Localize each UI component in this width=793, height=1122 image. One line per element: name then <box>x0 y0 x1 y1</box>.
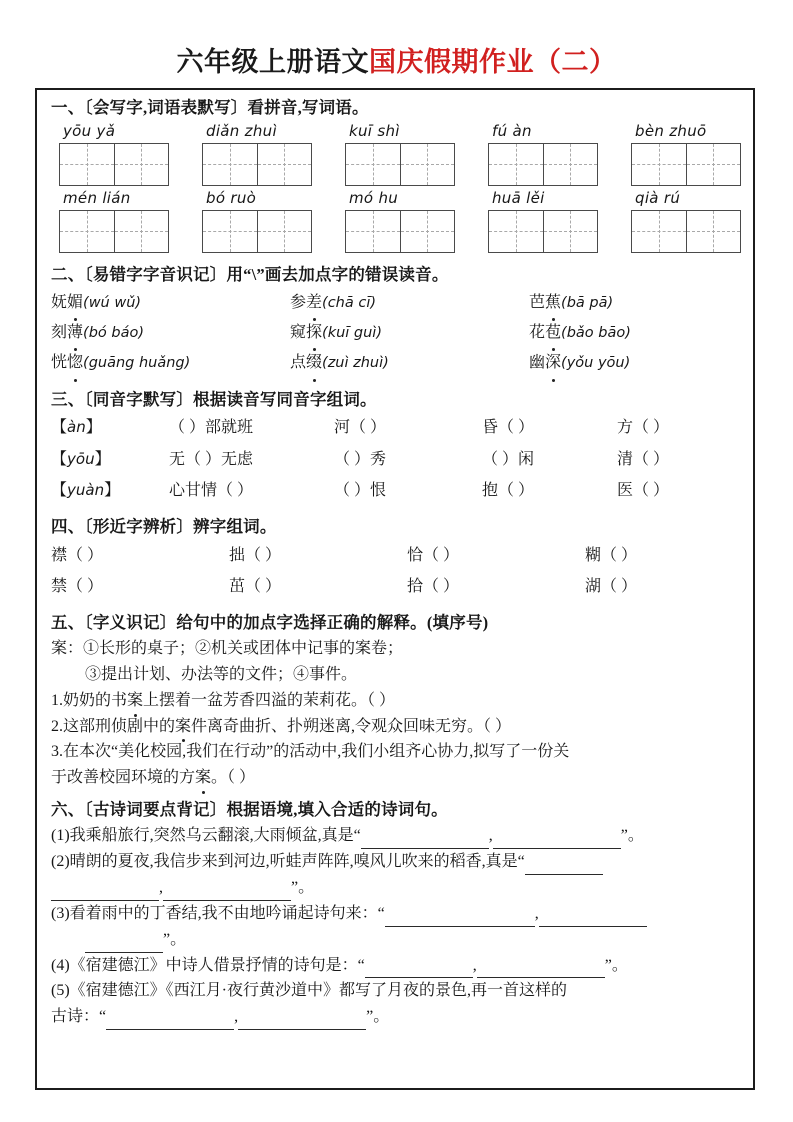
question-number: (5) <box>51 982 70 1000</box>
section-two <box>51 263 741 379</box>
question-tail: ”。 <box>163 930 187 948</box>
answer-blank[interactable] <box>385 911 535 927</box>
word-char: 花 <box>529 323 546 341</box>
question-text: 我乘船旅行,突然乌云翻滚,大雨倾盆,真是“ <box>69 827 361 845</box>
tianzige-box[interactable] <box>631 143 741 186</box>
grid-slot <box>480 142 623 188</box>
pinyin-cell <box>337 121 480 142</box>
tianzige-cell[interactable] <box>60 144 114 185</box>
question-number: (4) <box>51 956 70 974</box>
answer-blank[interactable] <box>365 962 473 978</box>
section-four-heading: 四、〔形近字辨析〕辨字组词。 <box>51 516 277 536</box>
question-tail: ”。 <box>604 956 628 974</box>
answer-blank[interactable] <box>525 859 603 875</box>
char-blank[interactable]: 拾（ ） <box>407 577 460 595</box>
question-text: 奶奶的书 <box>63 691 128 709</box>
tianzige-cell[interactable] <box>400 211 454 252</box>
poetry-item-5-cont[interactable]: 古诗：“ , ”。 <box>51 1004 741 1030</box>
question-text: 于改善校园环境的方 <box>51 769 196 787</box>
answer-blank[interactable] <box>51 885 159 901</box>
question-number: 2. <box>51 717 63 735</box>
homophone-blank[interactable]: 无（ ）无虑 <box>169 450 254 468</box>
question-text: 看着雨中的丁香结,我不由地吟诵起诗句来：“ <box>69 904 385 922</box>
pinyin-key: àn <box>67 418 86 437</box>
homophone-blank[interactable]: 医（ ） <box>617 481 670 499</box>
char-blank[interactable]: 禁（ ） <box>51 577 104 595</box>
tianzige-cell[interactable] <box>632 211 686 252</box>
pinyin-label: kuī shì <box>349 121 400 140</box>
homophone-blank[interactable]: （ ）部就班 <box>169 419 254 437</box>
question-text: 这部刑侦剧中的 <box>63 717 176 735</box>
pinyin-label: diǎn zhuì <box>206 121 277 140</box>
section-one <box>51 96 741 255</box>
question-text: 晴朗的夏夜,我信步来到河边,听蛙声阵阵,嗅风儿吹来的稻香,真是“ <box>69 852 525 870</box>
tianzige-box[interactable] <box>59 210 169 253</box>
homophone-blank[interactable]: （ ）秀 <box>334 450 387 468</box>
page-title <box>0 0 793 77</box>
pinyin-label: mén lián <box>63 188 131 207</box>
section-two-heading: 二、〔易错字字音识记〕用“\”画去加点字的错误读音。 <box>51 264 449 284</box>
grid-slot <box>623 142 766 188</box>
poetry-item-2[interactable]: (2)晴朗的夏夜,我信步来到河边,听蛙声阵阵,嗅风儿吹来的稻香,真是“ , ”。 <box>51 849 741 901</box>
homophone-blank[interactable]: 方（ ） <box>617 419 670 437</box>
char-blank[interactable]: 恰（ ） <box>407 546 460 564</box>
homophone-blank[interactable]: （ ）闲 <box>482 450 535 468</box>
answer-blank[interactable] <box>477 962 605 978</box>
dotted-char: 案 <box>195 765 211 791</box>
word-char: 恍 <box>51 354 68 372</box>
pronunciation-row <box>51 318 741 348</box>
tianzige-cell[interactable] <box>686 144 740 185</box>
homophone-blank[interactable]: 心甘情（ ） <box>169 481 254 499</box>
pinyin-label: bèn zhuō <box>635 121 707 140</box>
bracket-close: 】 <box>94 450 111 468</box>
question-tail: ”。 <box>366 1008 390 1026</box>
question-text: 《宿建德江》《西江月·夜行黄沙道中》都写了月夜的景色,再一首这样的 <box>69 982 567 1000</box>
tianzige-box[interactable] <box>202 143 312 186</box>
dotted-char: 案 <box>175 714 191 740</box>
question-text: 件离奇曲折、扑朔迷离,令观众回味无穷。（ ） <box>191 717 512 735</box>
section-three <box>51 388 741 506</box>
grid-slot <box>337 209 480 255</box>
question-tail: ”。 <box>620 827 644 845</box>
word-char: 点 <box>290 354 307 372</box>
char-discrimination-row <box>51 540 741 571</box>
tianzige-cell[interactable] <box>203 211 257 252</box>
tianzige-box[interactable] <box>488 210 598 253</box>
page-title-highlight: 国庆假期作业（二） <box>369 47 617 77</box>
worksheet-frame <box>35 88 755 1090</box>
pinyin-row-2 <box>51 188 741 209</box>
pinyin-cell <box>194 188 337 209</box>
homophone-key <box>51 412 169 443</box>
question-number: (1) <box>51 827 70 845</box>
pinyin-label: fú àn <box>492 121 532 140</box>
tianzige-cell[interactable] <box>257 144 311 185</box>
homophone-blank[interactable]: 昏（ ） <box>482 419 535 437</box>
tianzige-cell[interactable] <box>346 144 400 185</box>
section-five <box>51 611 741 791</box>
pronunciation-item[interactable] <box>51 318 290 348</box>
answer-blank[interactable] <box>85 937 163 953</box>
bracket-open: 【 <box>51 450 68 468</box>
tianzige-cell[interactable] <box>489 211 543 252</box>
pronunciation-row <box>51 348 741 378</box>
answer-blank[interactable] <box>238 1014 366 1030</box>
question-text: 上摆着一盆芳香四溢的茉莉花。（ ） <box>143 691 396 709</box>
answer-blank[interactable] <box>539 911 647 927</box>
char-blank[interactable]: 襟（ ） <box>51 546 104 564</box>
homophone-row <box>51 412 741 443</box>
pinyin-label: yōu yǎ <box>63 121 116 140</box>
pinyin-options[interactable]: (bó báo) <box>83 324 144 341</box>
writing-grid-row-1 <box>51 142 741 188</box>
pronunciation-item[interactable] <box>529 318 768 348</box>
tianzige-cell[interactable] <box>203 144 257 185</box>
poetry-item-4[interactable]: (4)《宿建德江》中诗人借景抒情的诗句是：“ , ”。 <box>51 953 741 979</box>
question-text: 《宿建德江》中诗人借景抒情的诗句是：“ <box>69 956 365 974</box>
homophone-row <box>51 444 741 475</box>
tianzige-box[interactable] <box>202 210 312 253</box>
tianzige-cell[interactable] <box>114 211 168 252</box>
question-number: (2) <box>51 852 70 870</box>
tianzige-box[interactable] <box>631 210 741 253</box>
pinyin-options[interactable]: (kuī guì) <box>322 324 382 341</box>
question-text: 在本次“美化校园,我们在行动”的活动中,我们小组齐心协力,拟写了一份关 <box>63 743 570 761</box>
poetry-item-1[interactable]: (1)我乘船旅行,突然乌云翻滚,大雨倾盆,真是“ , ”。 <box>51 823 741 849</box>
word-char: 刻 <box>51 323 68 341</box>
homophone-blank[interactable]: 清（ ） <box>617 450 670 468</box>
pinyin-label: mó hu <box>349 188 399 207</box>
tianzige-cell[interactable] <box>114 144 168 185</box>
pinyin-key: yōu <box>67 449 95 468</box>
tianzige-box[interactable] <box>345 143 455 186</box>
answer-blank[interactable] <box>106 1014 234 1030</box>
poetry-item-3[interactable]: (3)看着雨中的丁香结,我不由地吟诵起诗句来：“ , ”。 <box>51 901 741 953</box>
homophone-blank[interactable]: 抱（ ） <box>482 481 535 499</box>
pronunciation-row <box>51 288 741 318</box>
dotted-char: 案 <box>127 688 143 714</box>
pinyin-options[interactable]: (zuì zhuì) <box>322 355 389 372</box>
bracket-open: 【 <box>51 481 68 499</box>
section-four <box>51 515 741 602</box>
pinyin-options[interactable]: (bā pā) <box>561 294 614 311</box>
char-blank[interactable]: 茁（ ） <box>229 577 282 595</box>
pronunciation-item[interactable] <box>290 318 529 348</box>
tianzige-cell[interactable] <box>489 144 543 185</box>
tianzige-box[interactable] <box>345 210 455 253</box>
grid-slot <box>480 209 623 255</box>
pinyin-cell <box>480 121 623 142</box>
bracket-close: 】 <box>104 481 121 499</box>
pinyin-key: yuàn <box>67 480 105 499</box>
dotted-char: 媚 <box>67 288 83 318</box>
question-number: (3) <box>51 904 70 922</box>
dotted-char: 苞 <box>545 318 561 348</box>
bracket-close: 】 <box>85 419 102 437</box>
gloss-line-1: 案：①长形的桌子；②机关或团体中记事的案卷； <box>51 639 404 657</box>
char-blank[interactable]: 拙（ ） <box>229 546 282 564</box>
answer-blank[interactable] <box>361 833 489 849</box>
dotted-char: 薄 <box>67 318 83 348</box>
grid-slot <box>51 209 194 255</box>
grid-slot <box>623 209 766 255</box>
word-char: 幽 <box>529 354 546 372</box>
pinyin-options[interactable]: (chā cī) <box>322 294 377 311</box>
pronunciation-item[interactable] <box>290 348 529 378</box>
section-three-heading: 三、〔同音字默写〕根据读音写同音字组词。 <box>51 389 377 409</box>
dotted-char: 探 <box>306 318 322 348</box>
tianzige-cell[interactable] <box>686 211 740 252</box>
question-number: 3. <box>51 743 63 761</box>
question-text: 。（ ） <box>211 769 256 787</box>
grid-slot <box>51 142 194 188</box>
question-item[interactable] <box>51 739 741 765</box>
homophone-blank[interactable]: （ ）恨 <box>334 481 387 499</box>
question-item[interactable] <box>51 688 741 714</box>
char-blank[interactable]: 糊（ ） <box>585 546 638 564</box>
question-text: 古诗：“ <box>51 1008 107 1026</box>
char-blank[interactable]: 湖（ ） <box>585 577 638 595</box>
question-item-cont[interactable] <box>51 765 741 791</box>
pronunciation-item[interactable] <box>51 288 290 318</box>
answer-blank[interactable] <box>163 885 291 901</box>
question-item[interactable] <box>51 714 741 740</box>
writing-grid-row-2 <box>51 209 741 255</box>
section-five-heading: 五、〔字义识记〕给句中的加点字选择正确的解释。(填序号) <box>51 613 489 633</box>
dotted-char: 缀 <box>306 348 322 378</box>
tianzige-cell[interactable] <box>632 144 686 185</box>
question-tail: ”。 <box>291 878 315 896</box>
pronunciation-item[interactable] <box>529 348 768 378</box>
section-six <box>51 798 741 1030</box>
dotted-char: 深 <box>545 348 561 378</box>
tianzige-cell[interactable] <box>400 144 454 185</box>
answer-blank[interactable] <box>493 833 621 849</box>
pinyin-options[interactable]: (yǒu yōu) <box>561 355 631 372</box>
pinyin-row-1 <box>51 121 741 142</box>
homophone-key <box>51 444 169 475</box>
word-char: 参 <box>290 293 307 311</box>
pinyin-options[interactable]: (bǎo bāo) <box>561 324 631 341</box>
homophone-row <box>51 475 741 506</box>
gloss-line-2: ③提出计划、办法等的文件；④事件。 <box>85 665 358 683</box>
page-title-prefix: 六年级上册语文 <box>176 47 369 77</box>
word-char: 窥 <box>290 323 307 341</box>
bracket-open: 【 <box>51 419 68 437</box>
dotted-char: 差 <box>306 288 322 318</box>
pinyin-options[interactable]: (wú wǔ) <box>83 294 142 311</box>
pinyin-cell <box>480 188 623 209</box>
tianzige-cell[interactable] <box>543 144 597 185</box>
pinyin-cell <box>194 121 337 142</box>
dotted-char: 惚 <box>67 348 83 378</box>
section-one-heading: 一、〔会写字,词语表默写〕看拼音,写词语。 <box>51 98 369 117</box>
tianzige-cell[interactable] <box>543 211 597 252</box>
section-six-heading: 六、〔古诗词要点背记〕根据语境,填入合适的诗词句。 <box>51 800 448 820</box>
pinyin-cell <box>51 121 194 142</box>
pinyin-label: qià rú <box>635 188 681 207</box>
dotted-char: 蕉 <box>545 288 561 318</box>
poetry-item-5[interactable] <box>51 978 741 1004</box>
tianzige-cell[interactable] <box>257 211 311 252</box>
pinyin-label: bó ruò <box>206 188 257 207</box>
pronunciation-item[interactable] <box>529 288 768 318</box>
grid-slot <box>194 209 337 255</box>
grid-slot <box>194 142 337 188</box>
pronunciation-item[interactable] <box>290 288 529 318</box>
pronunciation-item[interactable] <box>51 348 290 378</box>
pinyin-cell <box>623 188 766 209</box>
grid-slot <box>337 142 480 188</box>
pinyin-options[interactable]: (guāng huǎng) <box>83 355 191 372</box>
word-char: 芭 <box>529 293 546 311</box>
word-char: 妩 <box>51 293 68 311</box>
char-discrimination-row <box>51 571 741 602</box>
tianzige-box[interactable] <box>488 143 598 186</box>
pinyin-cell <box>623 121 766 142</box>
homophone-key <box>51 475 169 506</box>
pinyin-cell <box>51 188 194 209</box>
pinyin-label: huā lěi <box>492 188 545 207</box>
homophone-blank[interactable]: 河（ ） <box>334 419 387 437</box>
tianzige-cell[interactable] <box>346 211 400 252</box>
question-number: 1. <box>51 691 63 709</box>
tianzige-cell[interactable] <box>60 211 114 252</box>
pinyin-cell <box>337 188 480 209</box>
tianzige-box[interactable] <box>59 143 169 186</box>
